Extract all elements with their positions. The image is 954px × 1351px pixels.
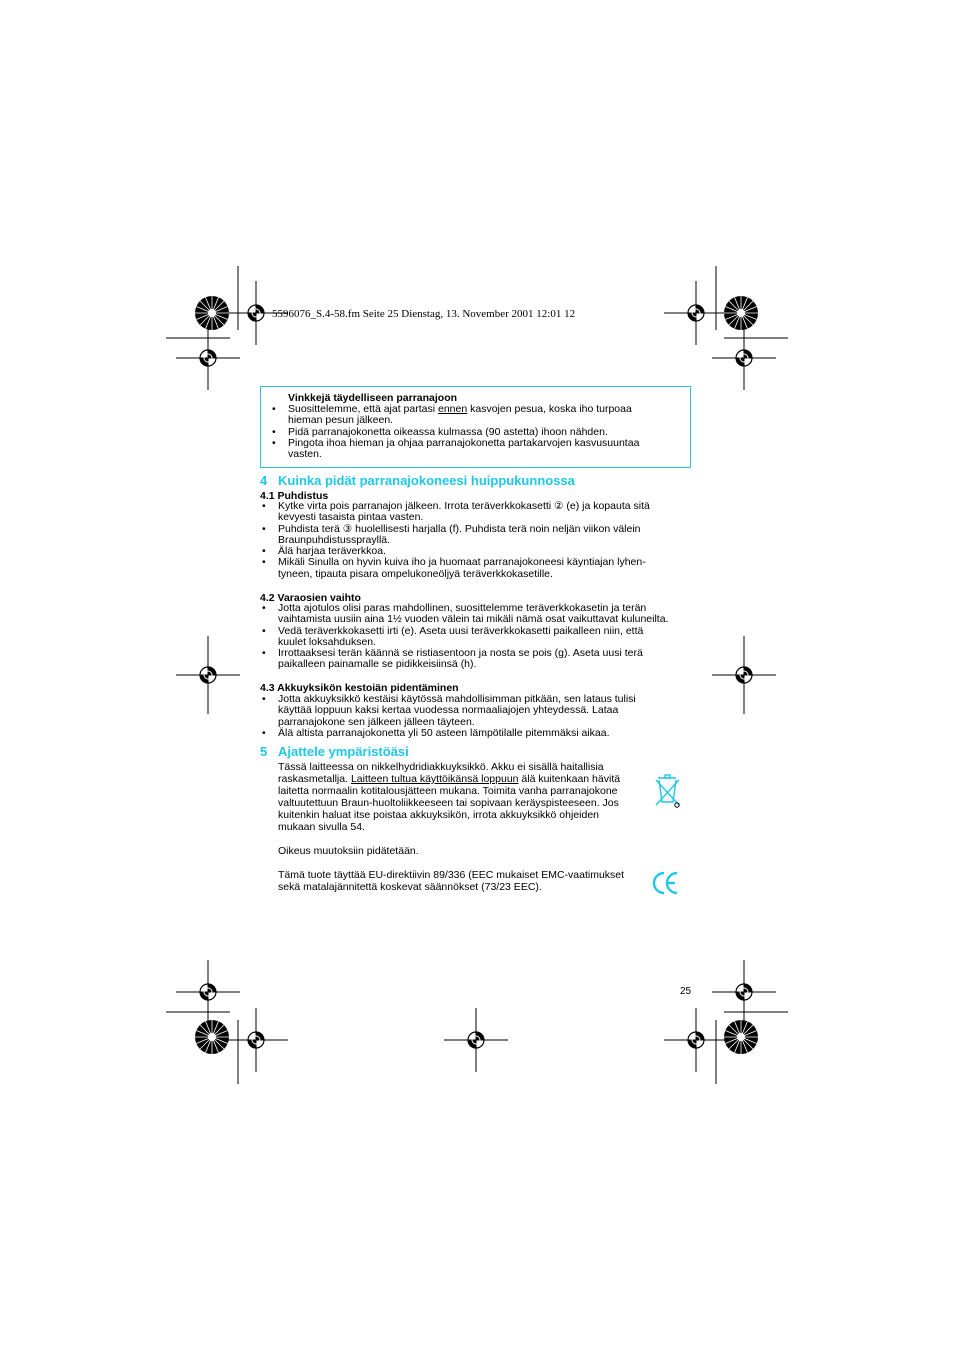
subsection-4-1-title: 4.1 Puhdistus [260,490,329,502]
directive-paragraph: Tämä tuote täyttää EU-direktiivin 89/336 (EEC mukaiset EMC-vaatimukset sekä matalajännitettä koskevat säännökset (73/23 EEC). [278,869,625,893]
list-item: • Älä harjaa teräverkkoa. [260,546,700,557]
section-5-heading: 5 Ajattele ympäristöäsi [260,744,409,759]
tips-title: Vinkkejä täydelliseen parranajoon [288,392,458,404]
battery-list [260,694,700,739]
list-item: • Irrottaaksesi terän käännä se ristiasentoon ja nosta se pois (g). Aseta uusi terä paikalleen painamalle se pidikkeisiinsä (h). [260,648,710,671]
list-item: • Puhdista terä ③ huolellisesti harjalla (f). Puhdista terä noin neljän viikon välein Braunpuhdistussprayllä. [260,524,700,547]
list-item: • Jotta akkuyksikkö kestäisi käytössä mahdollisimman pitkään, sen lataus tulisi käyttää loppuun kaksi kertaa vuodessa normaaliajojen yhteydessä. Lataa parranajokone sen jälkeen jälleen täyteen. [260,694,700,728]
cleaning-list [260,501,700,580]
list-item: • Pingota ihoa hieman ja ohjaa parranajokonetta partakarvojen kasvusuuntaa vasten. [270,438,690,461]
ce-mark-icon [652,870,680,896]
list-item: • Älä altista parranajokonetta yli 50 asteen lämpötilalle pitemmäksi aikaa. [260,728,700,739]
section-4-heading: 4 Kuinka pidät parranajokoneesi huippukunnossa [260,473,575,488]
spare-parts-list [260,603,710,671]
list-item: • Kytke virta pois parranajon jälkeen. Irrota teräverkkokasetti ② (e) ja kopauta sitä kevyesti tasaista pintaa vasten. [260,501,700,524]
list-item: • Suosittelemme, että ajat partasi ennen kasvojen pesua, koska iho turpoaa hieman pesun jälkeen. [270,404,690,427]
subsection-4-2-title: 4.2 Varaosien vaihto [260,592,361,604]
list-item: • Mikäli Sinulla on hyvin kuiva iho ja huomaat parranajokoneesi käyntiajan lyhen- tyneen, tipauta pisara ompelukoneöljyä teräverkkokasetille. [260,557,700,580]
page-number: 25 [680,986,692,997]
subsection-4-3-title: 4.3 Akkuyksikön kestoiän pidentäminen [260,682,459,694]
reserve-note: Oikeus muutoksiin pidätetään. [278,845,419,857]
tips-list [270,404,690,460]
crossed-bin-icon [654,772,684,810]
list-item: • Vedä teräverkkokasetti irti (e). Aseta uusi teräverkkokasetti paikalleen niin, että kuulet loksahduksen. [260,626,710,649]
file-header: 5596076_S.4-58.fm Seite 25 Dienstag, 13. November 2001 12:01 12 [272,308,576,320]
list-item: • Pidä parranajokonetta oikeassa kulmassa (90 astetta) ihoon nähden. [270,427,690,438]
list-item: • Jotta ajotulos olisi paras mahdollinen, suosittelemme teräverkkokasetin ja terän vaihtamista uusiin aina 1½ vuoden välein tai mikäli nämä osat vaikuttavat kuluneilta. [260,603,710,626]
environment-paragraph: Tässä laitteessa on nikkelhydridiakkuyksikkö. Akku ei sisällä haitallisia raskasmetallja. Laitteen tultua käyttöikänsä loppuun älä kuitenkaan hävitä laitetta normaalin kotitalousjätteen mukana. Toimita vanha parranajokone valtuutettuun Braun-huoltoliikkeeseen tai sopivaan keräyspisteeseen. Jos kuitenkin haluat itse poistaa akkuyksikön, irrota akkuyksikkö ohjeiden mukaan sivulla 54. [278,761,621,833]
